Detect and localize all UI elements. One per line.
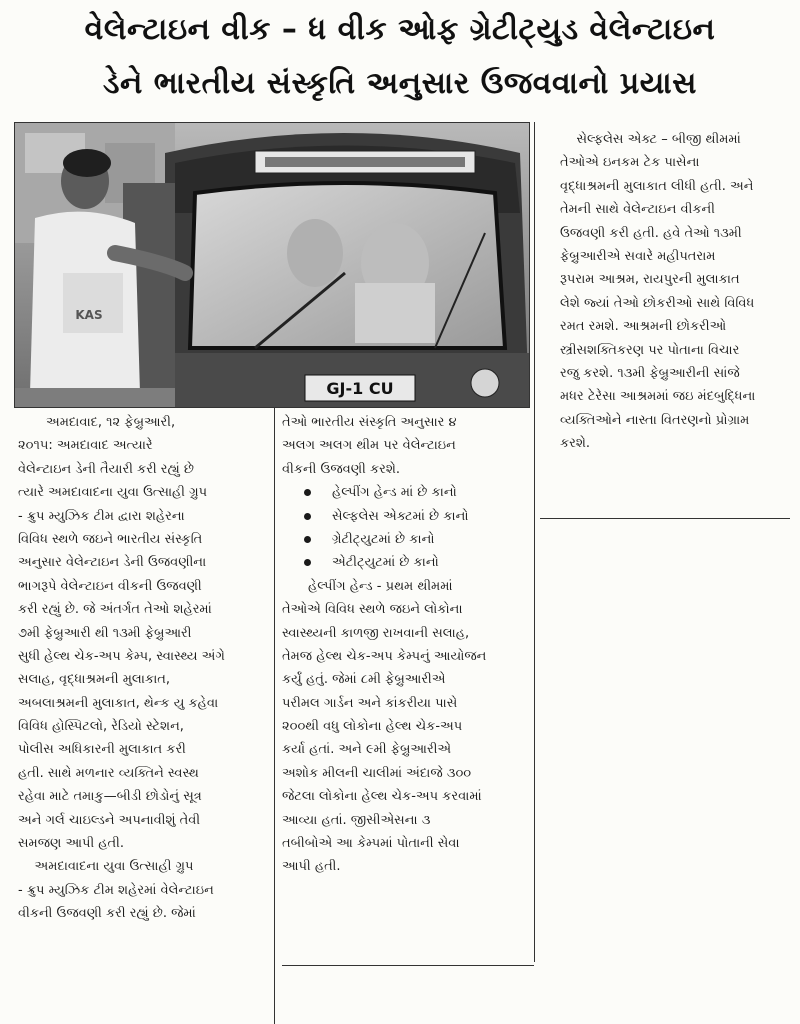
theme-list-item <box>282 528 527 551</box>
mid-body-line: ૨૦૦થી વધુ લોકોના હેલ્થ ચેક-અપ <box>282 719 463 735</box>
right-column <box>560 128 795 455</box>
mid-intro-line: વીકની ઉજવણી કરશે. <box>282 461 400 477</box>
mid-body-line: આપી હતી. <box>282 859 341 875</box>
news-photo-illustration <box>15 123 529 407</box>
left-line: સુધી હેલ્થ ચેક-અપ કેમ્પ, સ્વાસ્થ્ય અંગે <box>18 648 225 664</box>
right-line: ફેબ્રુઆરીએ સવારે મહીપતરામ <box>560 248 716 264</box>
mid-body-line: અશોક મીલની ચાલીમાં અંદાજે ૩૦૦ <box>282 765 472 781</box>
left-line: અને ગર્લ ચાઇલ્ડને અપનાવીશું તેવી <box>18 812 201 828</box>
mid-body-line: જેટલા લોકોના હેલ્થ ચેક-અપ કરવામાં <box>282 789 482 805</box>
left-line: પોલીસ અધિકારની મુલાકાત કરી <box>18 742 186 758</box>
left-line: અબલાશ્રમની મુલાકાત, થેન્ક યુ કહેવા <box>18 695 219 711</box>
theme-label: એટીટ્યુટમાં છે કાનો <box>332 555 439 571</box>
bullet-dot <box>304 513 311 520</box>
column-divider-left <box>274 408 275 1024</box>
mid-body-line: તેમજ હેલ્થ ચેક-અપ કેમ્પનું આયોજન <box>282 648 487 664</box>
left-line: ૭મી ફેબ્રુઆરી થી ૧૩મી ફેબ્રુઆરી <box>18 625 192 641</box>
left-line: વિવિધ સ્થળે જઇને ભારતીય સંસ્કૃતિ <box>18 531 203 547</box>
column-divider-right <box>534 122 535 962</box>
left-line: વીકની ઉજવણી કરી રહ્યું છે. જેમાં <box>18 906 196 922</box>
middle-column-end-rule <box>282 965 534 966</box>
bullet-dot <box>304 489 311 496</box>
right-line: તેઓએ ઇનકમ ટેક પાસેના <box>560 155 700 171</box>
theme-list-item <box>282 481 527 504</box>
right-line: રજુ કરશે. ૧૩મી ફેબ્રુઆરીની સાંજે <box>560 365 740 381</box>
number-plate: GJ-1 CU <box>326 379 394 398</box>
right-column-end-rule <box>540 518 790 519</box>
left-line: અમદાવાદના યુવા ઉત્સાહી ગ્રુપ <box>18 859 194 875</box>
bullet-dot <box>304 559 311 566</box>
left-line: અનુસાર વેલેન્ટાઇન ડેની ઉજવણીના <box>18 555 207 571</box>
mid-intro-line: અલગ અલગ થીમ પર વેલેન્ટાઇન <box>282 438 456 454</box>
right-line: કરશે. <box>560 436 591 452</box>
mid-body-line: સ્વાસ્થ્યની કાળજી રાખવાની સલાહ, <box>282 625 470 641</box>
mid-intro-line: તેઓ ભારતીય સંસ્કૃતિ અનુસાર ૪ <box>282 415 457 430</box>
left-line: ભાગરૂપે વેલેન્ટાઇન વીકની ઉજવણી <box>18 578 202 594</box>
left-line: અમદાવાદ, ૧૨ ફેબ્રુઆરી, <box>46 415 176 430</box>
middle-column <box>282 411 527 879</box>
left-line: ૨૦૧૫: અમદાવાદ અત્યારે <box>18 438 153 454</box>
mid-body-line: હેલ્પીંગ હેન્ડ - પ્રથમ થીમમાં <box>308 578 453 594</box>
theme-label: ગ્રેટીટ્યુટમાં છે કાનો <box>332 531 435 547</box>
headline-line-2: ડેને ભારતીય સંસ્કૃતિ અનુસાર ઉજવવાનો પ્રયાસ <box>103 66 697 101</box>
theme-list-item <box>282 505 527 528</box>
right-line: વ્યક્તિઓને નાસ્તા વિતરણનો પ્રોગ્રામ <box>560 412 750 428</box>
right-line: રમત રમશે. આશ્રમની છોકરીઓ <box>560 319 727 335</box>
right-line: તેમની સાથે વેલેન્ટાઇન વીકની <box>560 202 715 218</box>
theme-label: સેલ્ફલેસ એક્ટમાં છે કાનો <box>332 508 469 524</box>
right-line: ઉજવણી કરી હતી. હવે તેઓ ૧૩મી <box>560 225 742 241</box>
mid-body-line: પરીમલ ગાર્ડન અને કાંકરીયા પાસે <box>282 695 458 711</box>
mid-body-line: કર્યા હતાં. અને ૯મી ફેબ્રુઆરીએ <box>282 742 452 758</box>
mid-body-line: તેઓએ વિવિધ સ્થળે જઇને લોકોના <box>282 602 463 618</box>
bullet-dot <box>304 536 311 543</box>
left-line: સમજણ આપી હતી. <box>18 836 125 852</box>
left-line: - ક્રુપ મ્યુઝિક ટીમ શહેરમાં વેલેન્ટાઇન <box>18 882 214 898</box>
shirt-print: KAS <box>75 308 103 322</box>
left-line: રહેવા માટે તમાકુ—બીડી છોડોનું સૂત્ર <box>18 789 202 805</box>
left-line: વેલેન્ટાઇન ડેની તૈયારી કરી રહ્યું છે <box>18 461 194 477</box>
right-line: સ્ત્રીસશક્તિકરણ પર પોતાના વિચાર <box>560 342 740 358</box>
mid-body-line: આવ્યા હતાં. જીસીએસના ૩ <box>282 812 431 828</box>
left-line: ત્યારે અમદાવાદના યુવા ઉત્સાહી ગ્રુપ <box>18 485 208 501</box>
left-column <box>18 411 268 926</box>
right-line: લેશે જ્યાં તેઓ છોકરીઓ સાથે વિવિધ <box>560 295 755 311</box>
right-line: વૃદ્ધાશ્રમની મુલાકાત લીધી હતી. અને <box>560 178 754 194</box>
left-line: - ક્રુપ મ્યુઝિક ટીમ દ્વારા શહેરના <box>18 508 185 524</box>
left-line: હતી. સાથે મળનાર વ્યક્તિને સ્વસ્થ <box>18 765 199 781</box>
left-line: વિવિધ હોસ્પિટલો, રેડિયો સ્ટેશન, <box>18 719 184 735</box>
mid-body-line: કર્યું હતું. જેમાં ૮મી ફેબ્રુઆરીએ <box>282 672 446 688</box>
left-line: કરી રહ્યું છે. જે અંતર્ગત તેઓ શહેરમાં <box>18 602 212 618</box>
left-line: સલાહ, વૃદ્ધાશ્રમની મુલાકાત, <box>18 672 171 688</box>
theme-list-item <box>282 551 527 574</box>
news-photo <box>14 122 530 408</box>
theme-label: હેલ્પીંગ હેન્ડ માં છે કાનો <box>332 485 457 501</box>
headline-line-1: વેલેન્ટાઇન વીક – ધ વીક ઓફ ગ્રેટીટ્યુડ વેલેન્ટાઇન <box>84 12 716 47</box>
theme-list <box>282 481 527 575</box>
mid-body-line: તબીબોએ આ કેમ્પમાં પોતાની સેવા <box>282 836 460 852</box>
right-line: રૂપરામ આશ્રમ, રાયપુરની મુલાકાત <box>560 272 740 288</box>
right-line: મધર ટેરેસા આશ્રમમાં જઇ મંદબુદ્ધિના <box>560 389 756 405</box>
right-line: સેલ્ફલેસ એક્ટ – બીજી થીમમાં <box>560 132 741 147</box>
